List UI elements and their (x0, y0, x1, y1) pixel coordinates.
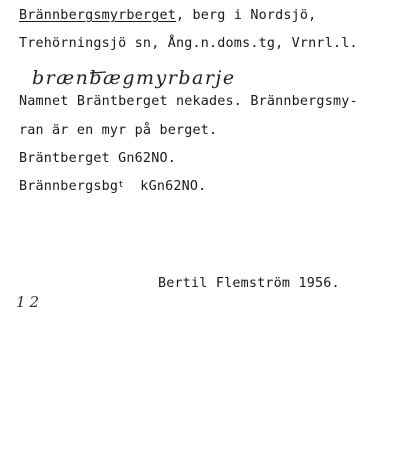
note-line-1: Namnet Bräntberget nekades. Brännbergsmy- (19, 94, 358, 109)
location-line: Trehörningsjö sn, Ång.n.doms.tg, Vrnrl.l. (19, 36, 358, 51)
headword-description: , berg i Nordsjö, (175, 8, 317, 23)
reference-superscript: t (118, 180, 124, 190)
reference-code: kGn62NO. (123, 179, 207, 194)
headword: Brännbergsmyrberget (19, 8, 176, 23)
reference-name: Brännbergsbg (19, 179, 119, 194)
svg-text:brænbægmyrbarje: brænbægmyrbarje (32, 67, 236, 89)
reference-line-2 (19, 179, 206, 195)
heading-line (19, 8, 316, 24)
signature-line: Bertil Flemström 1956. (158, 276, 340, 291)
reference-line-1: Bräntberget Gn62NO. (19, 151, 176, 166)
svg-text:12: 12 (16, 293, 44, 311)
margin-number (14, 292, 56, 312)
note-line-2: ran är en myr på berget. (19, 123, 218, 138)
handwritten-pronunciation (30, 66, 280, 92)
